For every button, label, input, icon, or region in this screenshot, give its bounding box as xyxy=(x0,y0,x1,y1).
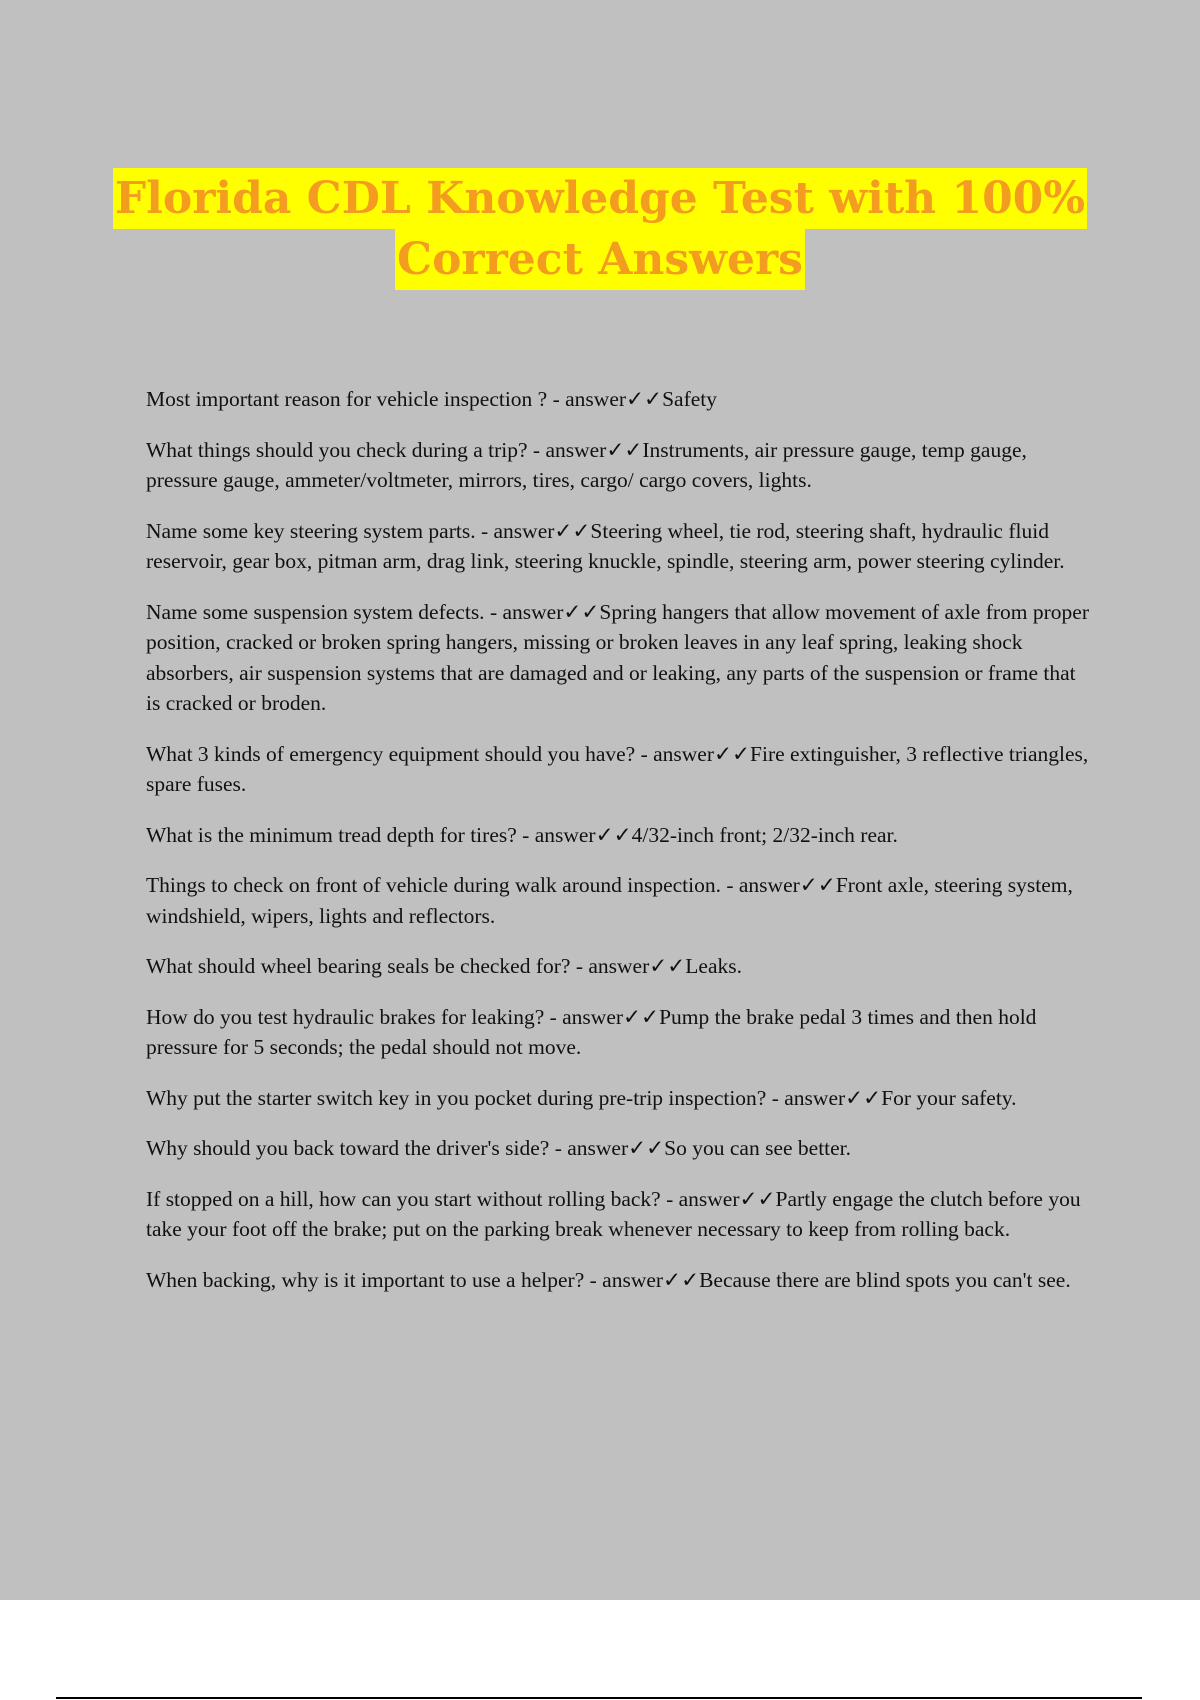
answer-marker: - answer✓✓ xyxy=(480,518,591,543)
question-text: What things should you check during a trip? xyxy=(146,437,528,462)
question-text: What should wheel bearing seals be checked for? xyxy=(146,954,571,978)
answer-marker: - answer✓✓ xyxy=(575,954,686,978)
qa-item xyxy=(146,739,1094,800)
question-text: Why put the starter switch key in you pocket during pre-trip inspection? xyxy=(146,1085,767,1110)
qa-list xyxy=(146,384,1094,1315)
qa-item xyxy=(146,1184,1094,1245)
answer-text: Because there are blind spots you can't see. xyxy=(699,1267,1071,1292)
answer-text: Front axle, steering system, windshield, wipers, lights and reflectors. xyxy=(146,873,1073,928)
answer-text: So you can see better. xyxy=(664,1136,852,1160)
answer-text: Spring hangers that allow movement of axle from proper position, cracked or broken spring hangers, missing or broken leaves in any leaf spring, leaking shock absorbers, air suspension systems that are damaged and or leaking, any parts of the suspension or frame that is cracked or broden. xyxy=(146,599,1089,715)
question-text: How do you test hydraulic brakes for leaking? xyxy=(146,1004,545,1029)
answer-marker: - answer✓✓ xyxy=(726,873,836,897)
qa-item xyxy=(146,951,1094,982)
question-text: Name some key steering system parts. xyxy=(146,518,476,543)
answer-marker: - answer✓✓ xyxy=(554,1136,665,1160)
qa-item xyxy=(146,1265,1094,1296)
answer-text: Partly engage the clutch before you take your foot off the brake; put on the parking break whenever necessary to keep from rolling back. xyxy=(146,1186,1081,1241)
qa-item xyxy=(146,1002,1094,1063)
qa-item xyxy=(146,435,1094,496)
qa-item xyxy=(146,1083,1094,1114)
question-text: Things to check on front of vehicle during walk around inspection. xyxy=(146,873,721,897)
answer-marker: - answer✓✓ xyxy=(532,437,643,462)
answer-marker: - answer✓✓ xyxy=(666,1186,776,1211)
qa-item xyxy=(146,516,1094,577)
answer-marker: - answer✓✓ xyxy=(549,1004,660,1029)
answer-marker: - answer✓✓ xyxy=(771,1085,882,1110)
answer-text: Leaks. xyxy=(685,954,742,978)
answer-text: For your safety. xyxy=(881,1085,1017,1110)
answer-marker: - answer✓✓ xyxy=(589,1267,700,1292)
qa-item xyxy=(146,1133,1094,1164)
answer-text: Fire extinguisher, 3 reflective triangles, spare fuses. xyxy=(146,741,1089,796)
qa-item xyxy=(146,597,1094,719)
question-text: Why should you back toward the driver's side? xyxy=(146,1136,550,1160)
qa-item xyxy=(146,820,1094,851)
answer-text: Steering wheel, tie rod, steering shaft, hydraulic fluid reservoir, gear box, pitman arm, drag link, steering knuckle, spindle, steering arm, power steering cylinder. xyxy=(146,518,1065,573)
answer-text: Pump the brake pedal 3 times and then hold pressure for 5 seconds; the pedal should not move. xyxy=(146,1004,1037,1059)
qa-item xyxy=(146,384,1094,415)
question-text: When backing, why is it important to use a helper? xyxy=(146,1267,585,1292)
answer-marker: - answer✓✓ xyxy=(552,387,663,411)
answer-text: Instruments, air pressure gauge, temp gauge, pressure gauge, ammeter/voltmeter, mirrors, tires, cargo/ cargo covers, lights. xyxy=(146,437,1027,492)
answer-text: 4/32-inch front; 2/32-inch rear. xyxy=(631,822,898,847)
title-line-2: Correct Answers xyxy=(395,229,805,290)
qa-item xyxy=(146,870,1094,931)
answer-marker: - answer✓✓ xyxy=(522,822,632,847)
page-title xyxy=(0,168,1200,290)
question-text: Most important reason for vehicle inspection ? xyxy=(146,387,548,411)
answer-marker: - answer✓✓ xyxy=(640,741,751,766)
question-text: What is the minimum tread depth for tires? xyxy=(146,822,517,847)
answer-text: Safety xyxy=(662,387,717,411)
question-text: If stopped on a hill, how can you start without rolling back? xyxy=(146,1186,661,1211)
title-line-1: Florida CDL Knowledge Test with 100% xyxy=(113,168,1087,229)
question-text: Name some suspension system defects. xyxy=(146,599,485,624)
footer-divider xyxy=(56,1697,1142,1699)
question-text: What 3 kinds of emergency equipment should you have? xyxy=(146,741,636,766)
answer-marker: - answer✓✓ xyxy=(489,599,600,624)
